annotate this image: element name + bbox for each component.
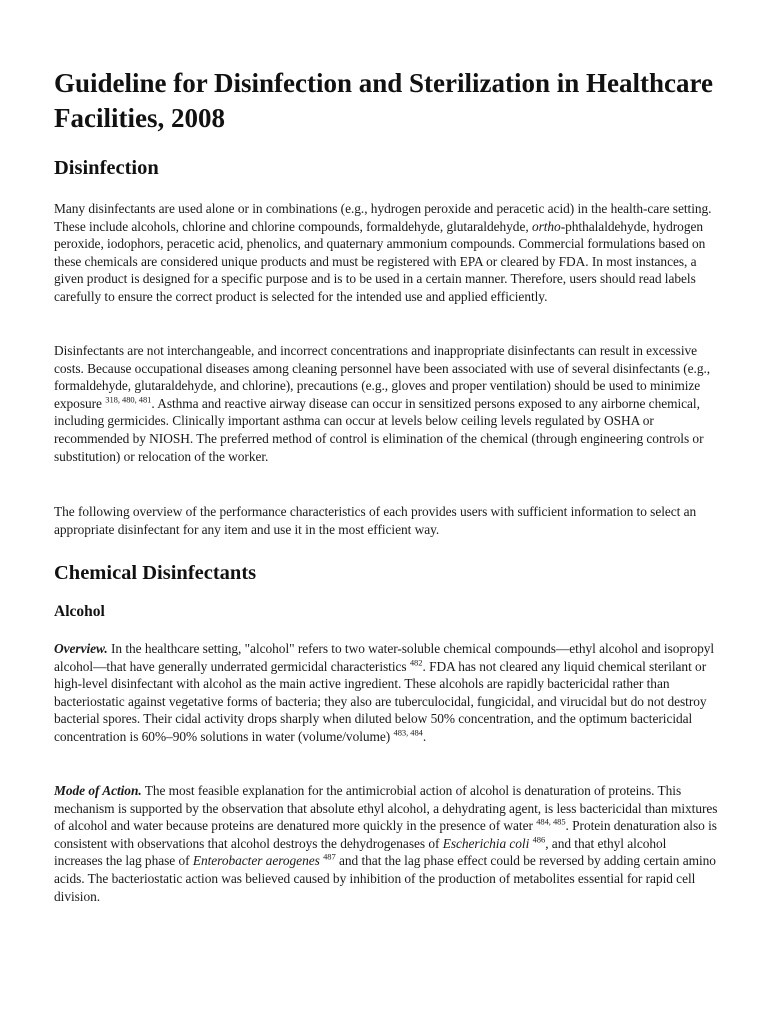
citation-ref: 484, 485 bbox=[536, 816, 566, 827]
paragraph-interchangeability bbox=[54, 342, 718, 465]
paragraph-alcohol-overview bbox=[54, 640, 718, 746]
paragraph-text: Disinfectants are not interchangeable, and incorrect concentrations and inappropriate disinfectants can result in excessive costs. Because occupational diseases among cleaning personnel have been associated with use of several disinfectants (e.g., formaldehyde, glutaraldehyde, and chlorine), precautions (e.g., gloves and proper ventilation) should be used to minimize exposure bbox=[54, 343, 711, 411]
paragraph-text: Many disinfectants are used alone or in combinations (e.g., hydrogen peroxide and peracetic acid) in the health-care setting. These include alcohols, chlorine and chlorine compounds, formaldehyde, glutaraldehyde, bbox=[54, 201, 712, 234]
paragraph-text: . bbox=[422, 728, 427, 744]
citation-ref: 486 bbox=[532, 834, 546, 845]
paragraph-text: In the healthcare setting, "alcohol" refers to two water-soluble chemical compounds—ethyl alcohol and isopropyl alcohol—that have generally underrated germicidal characteristics bbox=[54, 641, 715, 674]
run-in-heading: Mode of Action. bbox=[54, 783, 142, 798]
paragraph-text: -phthalaldehyde, hydrogen peroxide, iodophors, peracetic acid, phenolics, and quaternary ammonium compounds. Commercial formulations based on these chemicals are considered unique products and must be registered with EPA or cleared by FDA. In most instances, a given product is designed for a specific purpose and is to be used in a certain manner. Therefore, users should read labels carefully to ensure the correct product is selected for the intended use and applied efficiently. bbox=[54, 218, 706, 304]
citation-ref: 318, 480, 481 bbox=[105, 394, 152, 405]
document-title: Guideline for Disinfection and Sterilization in Healthcare Facilities, 2008 bbox=[54, 68, 713, 133]
paragraph-overview-note: The following overview of the performance characteristics of each provides users with sufficient information to select an appropriate disinfectant for any item and use it in the most efficient way. bbox=[54, 504, 697, 537]
run-in-heading: Overview. bbox=[54, 641, 108, 656]
italic-term: ortho bbox=[531, 218, 561, 234]
section-heading-chemical-disinfectants: Chemical Disinfectants bbox=[54, 562, 257, 584]
subsection-heading-alcohol: Alcohol bbox=[54, 603, 105, 620]
paragraph-text: . FDA has not cleared any liquid chemical sterilant or high-level disinfectant with alcohol as the main active ingredient. These alcohols are rapidly bactericidal rather than bacteriostatic against vegetative forms of bacteria; they also are tuberculocidal, fungicidal, and virucidal but do not destroy bacterial spores. Their cidal activity drops sharply when diluted below 50% concentration, and the optimum bactericidal concentration is 60%–90% solutions in water (volume/volume) bbox=[54, 658, 707, 744]
citation-ref: 483, 484 bbox=[393, 727, 423, 738]
paragraph-text: and that the lag phase effect could be reversed by adding certain amino acids. The bacteriostatic action was believed caused by inhibition of the production of metabolites essential for rapid cell division. bbox=[54, 853, 716, 904]
paragraph-text: , and that ethyl alcohol increases the lag phase of bbox=[54, 835, 667, 869]
paragraph-text: . Protein denaturation also is consistent with observations that alcohol destroys the dehydrogenases of bbox=[54, 818, 717, 851]
citation-ref: 482 bbox=[409, 657, 423, 668]
italic-species-name: Enterobacter aerogenes bbox=[192, 853, 320, 869]
paragraph-mode-of-action bbox=[54, 782, 718, 905]
italic-species-name: Escherichia coli bbox=[442, 835, 530, 851]
paragraph-disinfectants-intro bbox=[54, 200, 718, 306]
section-heading-disinfection: Disinfection bbox=[54, 157, 159, 179]
citation-ref: 487 bbox=[323, 851, 336, 862]
paragraph-text: The most feasible explanation for the antimicrobial action of alcohol is denaturation of proteins. This mechanism is supported by the observation that absolute ethyl alcohol, a dehydrating agent, is less bactericidal than mixtures of alcohol and water because proteins are denatured more quickly in the presence of water bbox=[54, 783, 718, 834]
paragraph-text: . Asthma and reactive airway disease can occur in sensitized persons exposed to any airborne chemical, including germicides. Clinically important asthma can occur at levels below ceiling levels regulated by OSHA or recommended by NIOSH. The preferred method of control is elimination of the chemical (through engineering controls or substitution) or relocation of the worker. bbox=[54, 395, 704, 464]
